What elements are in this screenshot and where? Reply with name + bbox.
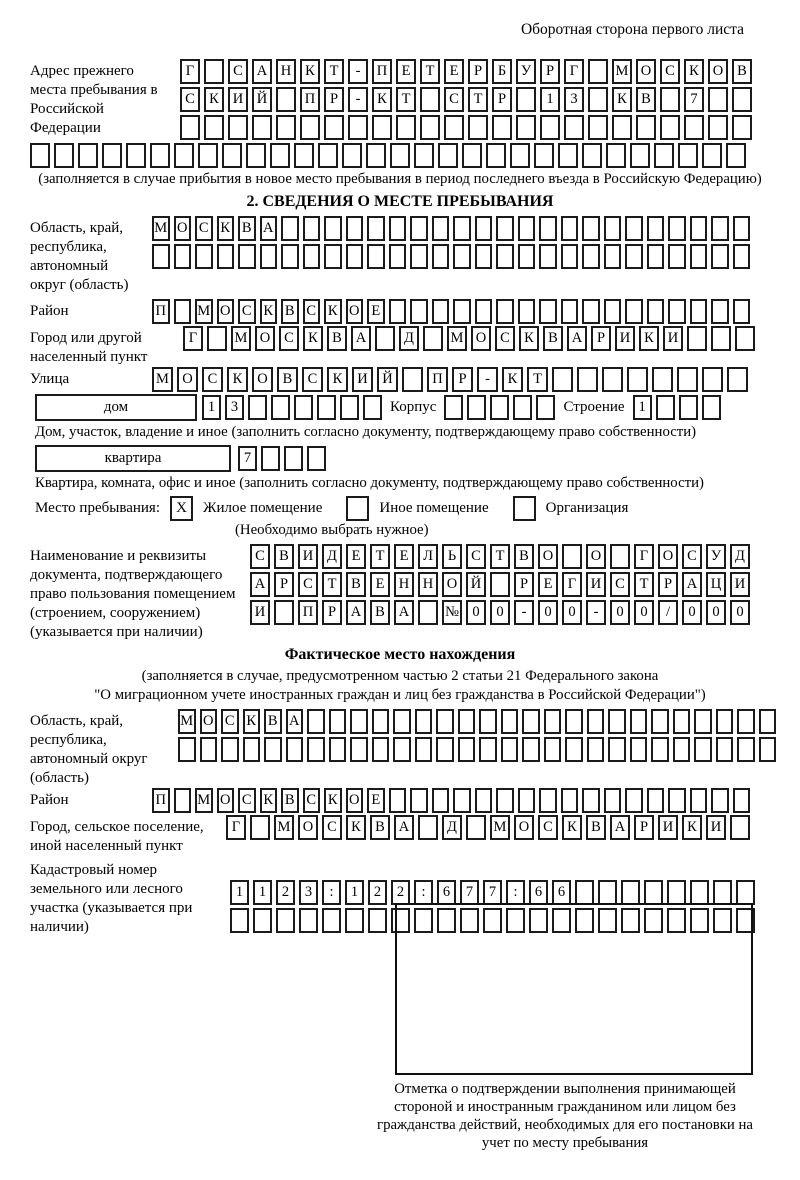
stroenie-label: Строение [563,399,625,415]
checkbox-organization[interactable] [513,496,536,521]
apartment-box-label: квартира [35,445,231,472]
cadastre-row-1[interactable]: 1 1 2 3 : 1 2 2 : 6 7 7 : 6 6 [230,880,755,905]
previous-address-row-2[interactable]: С К И Й П Р - К Т С Т Р 1 3 К В 7 [180,87,752,112]
city-label: Город или другой населенный пункт [30,330,148,365]
option-residential-label: Жилое помещение [203,500,323,516]
house-caption: Дом, участок, владение и иное (заполнить согласно документу, подтверждающему право собственности) [35,424,697,440]
previous-address-row-1[interactable]: Г С А Н К Т - П Е Т Е Р Б У Р Г М О С К О В [180,59,752,84]
house-number-cells[interactable]: 1 3 [202,395,382,420]
page-side-note: Оборотная сторона первого листа [520,21,744,38]
option-other-premises-label: Иное помещение [379,500,489,516]
korpus-label: Корпус [390,399,437,415]
field-street [30,367,770,392]
apartment-caption: Квартира, комната, офис и иное (заполнить согласно документу, подтверждающему право собственности) [35,475,704,491]
field-actual-city [30,815,770,856]
district-label: Район [30,303,69,319]
actual-location-title: Фактическое место нахождения [284,646,516,663]
option-organization-label: Организация [545,500,629,516]
checkbox-residential[interactable]: X [170,496,193,521]
document-row-3[interactable]: И П Р А В А № 0 0 - 0 0 - 0 0 / 0 0 0 [250,600,750,625]
actual-location-caption-1: (заполняется в случае, предусмотренном частью 2 статьи 21 Федерального закона [141,668,659,684]
field-region [30,216,770,295]
field-document [30,544,770,642]
field-city [30,326,770,367]
document-label: Наименование и реквизиты документа, подтверждающего право пользования помещением (строением, сооружением) (указывается при наличии) [30,548,236,640]
field-apartment-row [30,445,770,472]
field-previous-address [30,59,770,140]
field-house-row [30,394,770,421]
apartment-cells[interactable]: 7 [238,446,326,471]
section2-title: 2. СВЕДЕНИЯ О МЕСТЕ ПРЕБЫВАНИЯ [246,193,554,210]
actual-district-label: Район [30,792,69,808]
field-district [30,299,770,324]
field-actual-region [30,709,770,788]
previous-address-caption: (заполняется в случае прибытия в новое место пребывания в период последнего въезда в Российскую Федерацию) [38,171,762,187]
stroenie-cells[interactable]: 1 [633,395,721,420]
document-row-2[interactable]: А Р С Т В Е Н Н О Й Р Е Г И С Т Р А Ц И [250,572,750,597]
district-row[interactable]: П М О С К В С К О Е [152,299,750,324]
stamp-caption: Отметка о подтверждении выполнения принимающей стороной и иностранным гражданином или лицом без гражданства действий, необходимых для его постановки на учет по месту пребывания [377,1081,753,1151]
stamp-box [395,903,753,1075]
region-label: Область, край, республика, автономный округ (область) [30,220,129,293]
checkbox-other-premises[interactable] [346,496,369,521]
place-type-label: Место пребывания: [35,500,160,516]
previous-address-label: Адрес прежнего места пребывания в Российской Федерации [30,63,158,136]
actual-region-row-2[interactable] [178,737,776,762]
previous-address-row-4[interactable] [30,143,770,168]
actual-location-caption-2: "О миграционном учете иностранных граждан и лиц без гражданства в Российской Федерации") [94,687,706,703]
region-row-1[interactable]: М О С К В А [152,216,750,241]
korpus-cells[interactable] [444,395,555,420]
street-row[interactable]: М О С К О В С К И Й П Р - К Т [152,367,748,392]
actual-region-label: Область, край, республика, автономный округ (область) [30,713,148,786]
cadastre-label: Кадастровый номер земельного или лесного участка (указывается при наличии) [30,862,193,935]
city-row[interactable]: Г М О С К В А Д М О С К В А Р И К И [183,326,755,351]
place-type-row [30,496,770,521]
field-actual-district [30,788,770,813]
street-label: Улица [30,371,70,387]
document-row-1[interactable]: С В И Д Е Т Е Л Ь С Т В О О Г О С У Д [250,544,750,569]
stamp-area [365,903,765,1152]
place-type-hint: (Необходимо выбрать нужное) [235,522,429,538]
previous-address-row-3[interactable] [180,115,752,140]
region-row-2[interactable] [152,244,750,269]
actual-city-row[interactable]: Г М О С К В А Д М О С К В А Р И К И [226,815,750,840]
actual-city-label: Город, сельское поселение, иной населенный пункт [30,819,204,854]
house-box-label: дом [35,394,197,421]
actual-region-row-1[interactable]: М О С К В А [178,709,776,734]
actual-district-row[interactable]: П М О С К В С К О Е [152,788,750,813]
